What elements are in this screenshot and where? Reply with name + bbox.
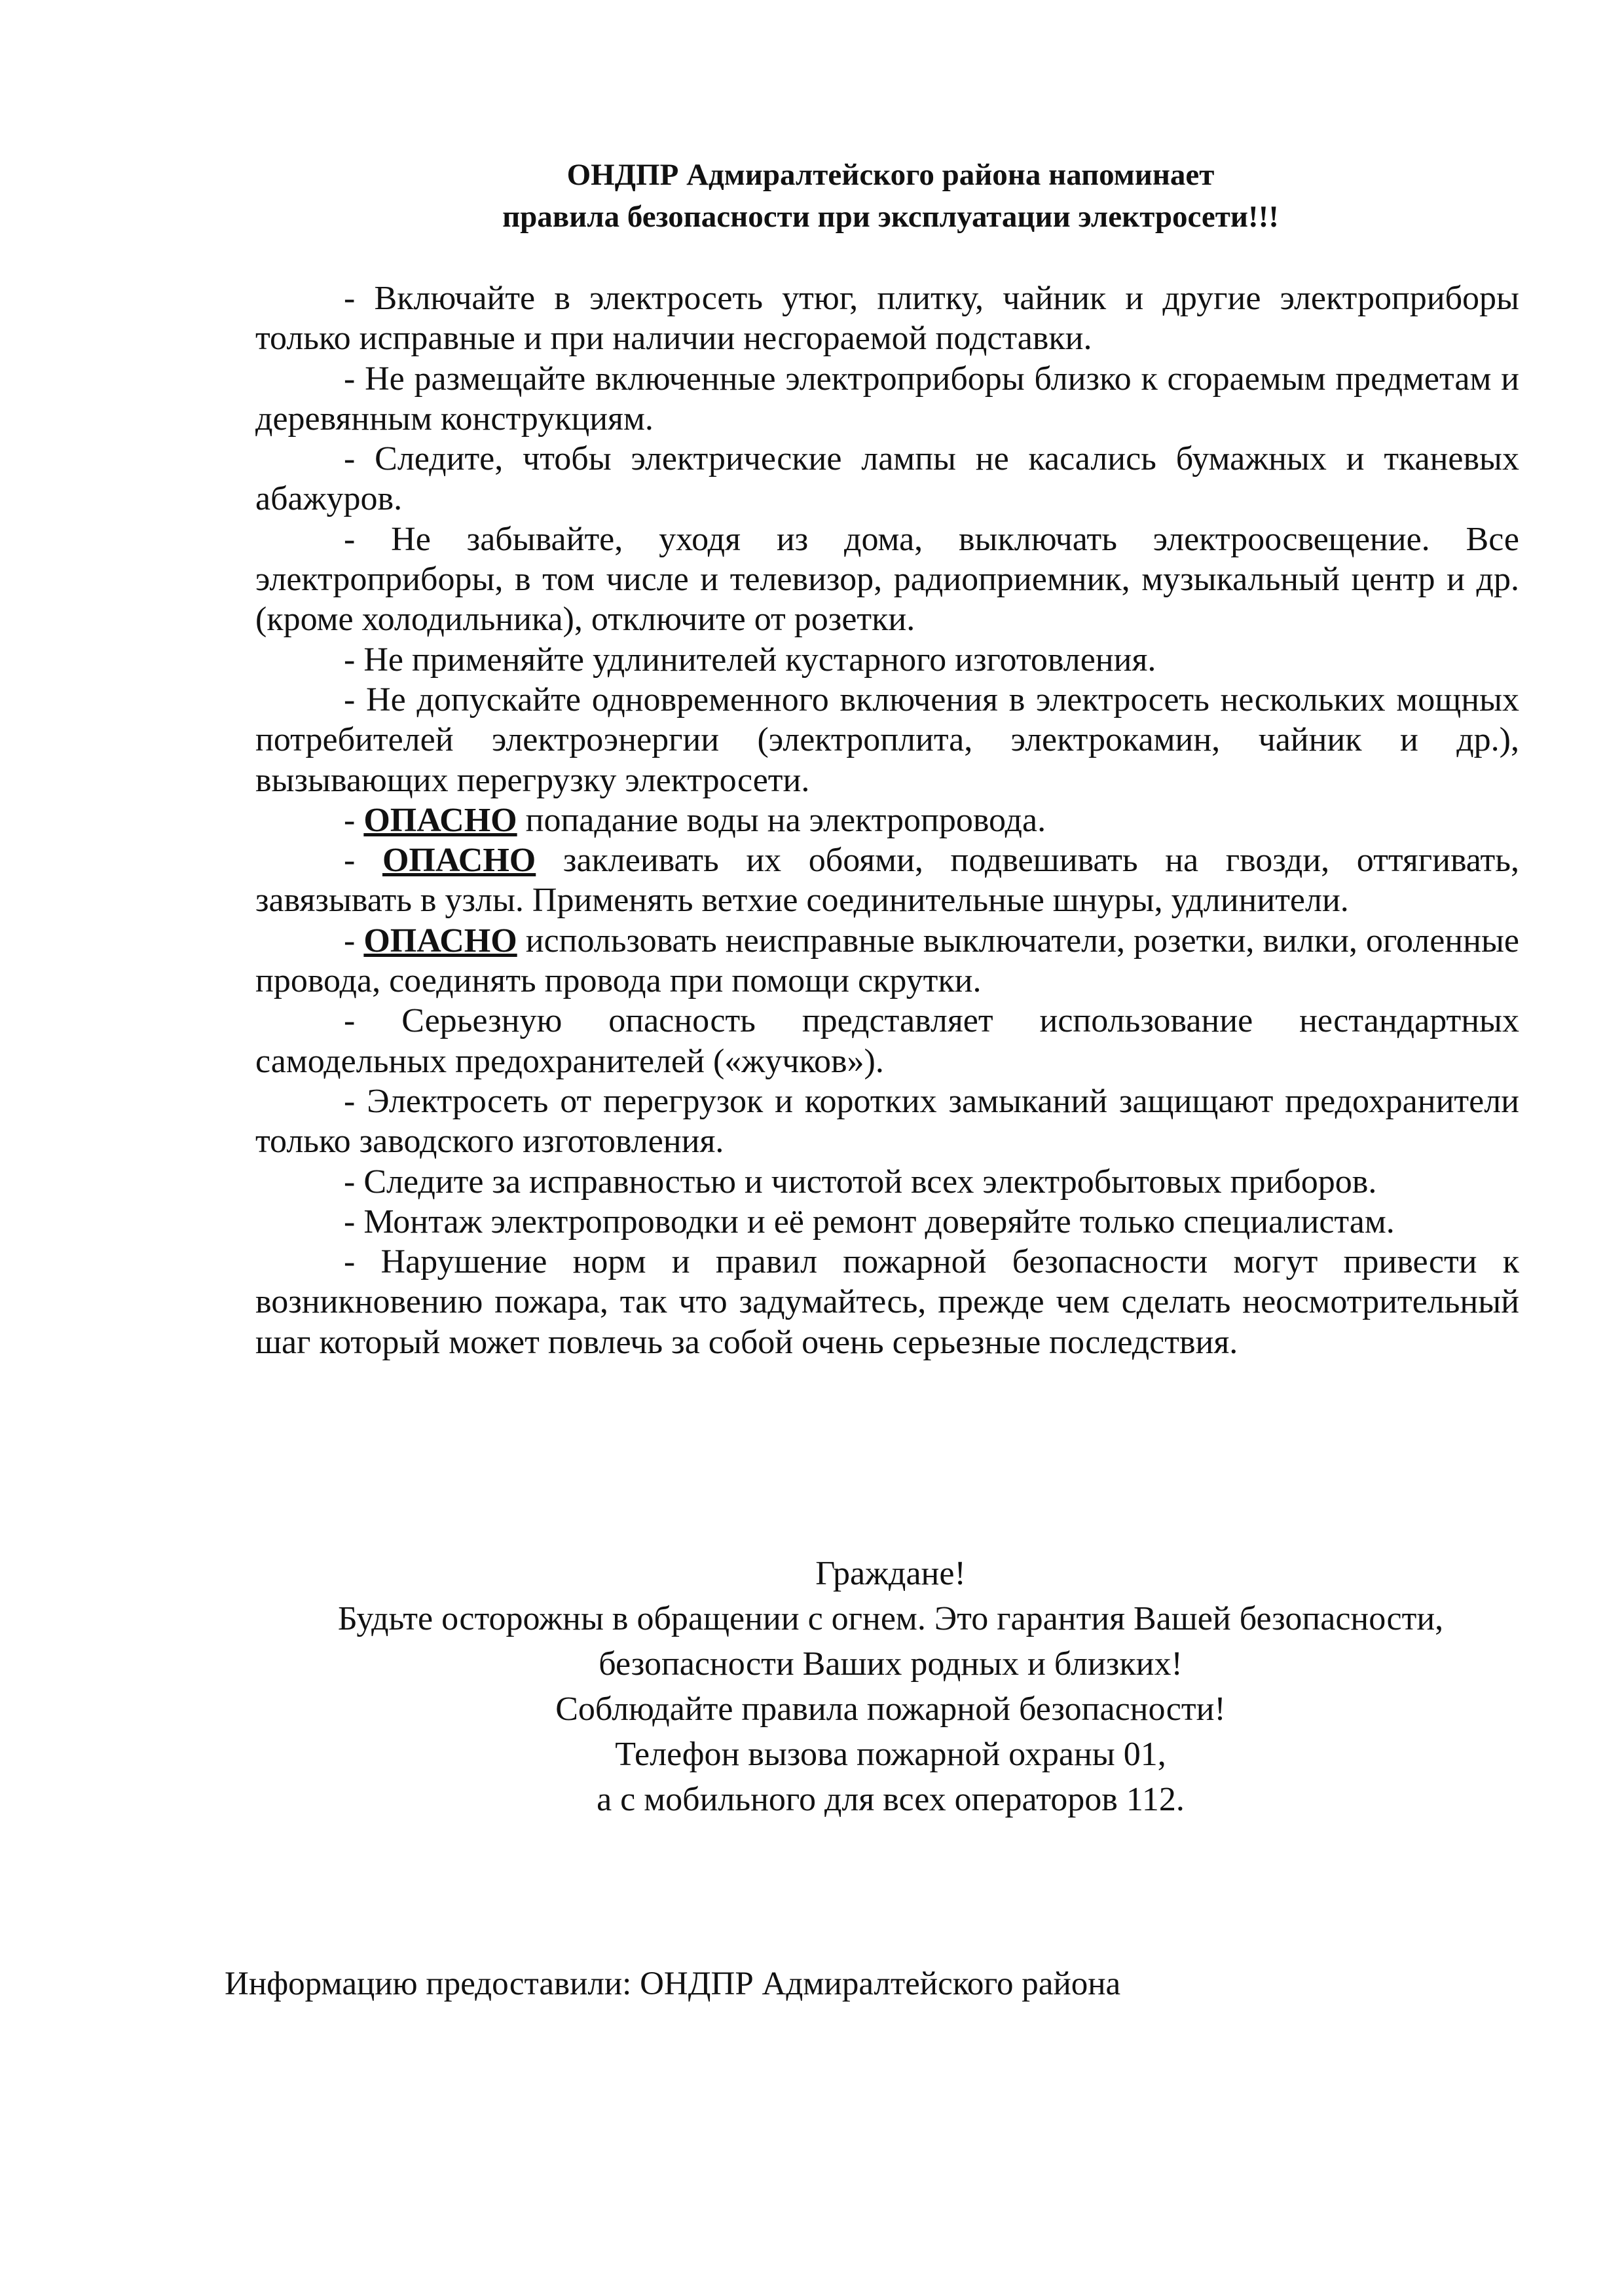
closing-line: Будьте осторожны в обращении с огнем. Это гарантия Вашей безопасности, — [337, 1600, 1444, 1637]
danger-label: ОПАСНО — [382, 842, 536, 880]
closing-heading: Граждане! — [815, 1555, 966, 1592]
phone-line: Телефон вызова пожарной охраны 01, — [615, 1736, 1166, 1773]
danger-rule-item — [255, 840, 1519, 921]
rule-item: - Электросеть от перегрузок и коротких замыканий защищают предохранители только заводского изготовления. — [255, 1082, 1519, 1161]
rule-prefix: - — [344, 801, 364, 839]
danger-label: ОПАСНО — [363, 801, 517, 839]
title-line-1: ОНДПР Адмиралтейского района напоминает — [566, 158, 1215, 192]
rule-item: - Не применяйте удлинителей кустарного изготовления. — [344, 641, 1156, 679]
rule-item: - Не забывайте, уходя из дома, выключать электроосвещение. Все электроприборы, в том числе и телевизор, радиоприемник, музыкальный центр и др. (кроме холодильника), отключите от розетки. — [255, 520, 1519, 639]
mobile-phone-line: а с мобильного для всех операторов 112. — [597, 1781, 1185, 1818]
danger-rule-item — [255, 921, 1519, 1001]
rule-item: - Следите, чтобы электрические лампы не касались бумажных и тканевых абажуров. — [255, 440, 1519, 518]
rule-item: - Серьезную опасность представляет использование нестандартных самодельных предохранителей («жучков»). — [255, 1002, 1519, 1080]
rule-text: заклеивать их обоями, подвешивать на гвозди, оттягивать, завязывать в узлы. Применять ветхие соединительные шнуры, удлинители. — [255, 842, 1519, 920]
rule-item: - Монтаж электропроводки и её ремонт доверяйте только специалистам. — [344, 1203, 1395, 1241]
danger-rule-item — [255, 800, 1519, 840]
rule-prefix: - — [344, 842, 382, 880]
danger-label: ОПАСНО — [363, 922, 517, 960]
rule-item: - Следите за исправностью и чистотой всех электробытовых приборов. — [344, 1163, 1377, 1201]
rule-text: попадание воды на электропровода. — [517, 801, 1046, 839]
closing-appeal — [249, 1551, 1532, 1822]
source-footer: Информацию предоставили: ОНДПР Адмиралтейского района — [225, 1966, 1121, 2002]
rule-item: - Нарушение норм и правил пожарной безопасности могут привести к возникновению пожара, так что задумайтесь, прежде чем сделать неосмотрительный шаг который может повлечь за собой очень серьезные последствия. — [255, 1243, 1519, 1361]
rules-list — [255, 278, 1519, 1362]
rule-item: - Включайте в электросеть утюг, плитку, чайник и другие электроприборы только исправные и при наличии несгораемой подставки. — [255, 280, 1519, 358]
title-line-2: правила безопасности при эксплуатации электросети!!! — [502, 200, 1279, 234]
closing-line: безопасности Ваших родных и близких! — [599, 1645, 1183, 1683]
rule-prefix: - — [344, 922, 364, 960]
rule-item: - Не допускайте одновременного включения в электросеть нескольких мощных потребителей электроэнергии (электроплита, электрокамин, чайник и др.), вызывающих перегрузку электросети. — [255, 681, 1519, 799]
closing-line: Соблюдайте правила пожарной безопасности! — [555, 1690, 1226, 1728]
rule-text: использовать неисправные выключатели, розетки, вилки, оголенные провода, соединять провода при помощи скрутки. — [255, 922, 1519, 1000]
document-title — [249, 154, 1532, 238]
rule-item: - Не размещайте включенные электроприборы близко к сгораемым предметам и деревянным конструкциям. — [255, 360, 1519, 438]
